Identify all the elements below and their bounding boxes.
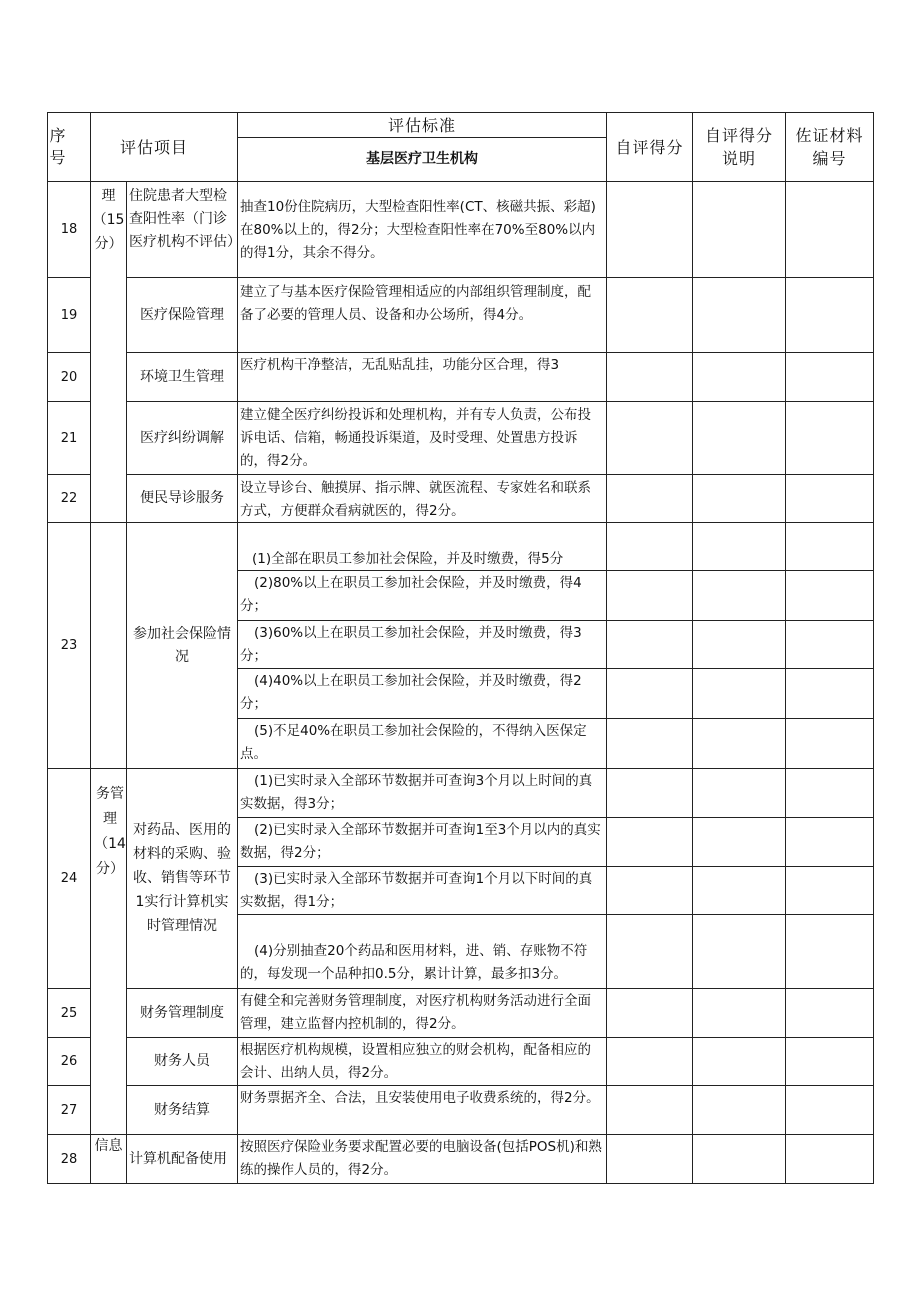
row-number: 26 [60,1054,78,1069]
row-subcriteria: (2)已实时录入全部环节数据并可查询1至3个月以内的真实数据，得2分； [240,822,601,861]
row-number: 25 [60,1005,78,1021]
row-item: 环境卫生管理 [140,368,224,385]
row-subcriteria: (3)已实时录入全部环节数据并可查询1个月以下时间的真实数据，得1分； [240,871,593,910]
header-institution: 基层医疗卫生机构 [366,151,478,167]
row-number: 28 [60,1151,78,1167]
header-criteria: 评估标准 [387,115,456,135]
row-criteria: 按照医疗保险业务要求配置必要的电脑设备(包括POS机)和熟练的操作人员的，得2分。 [240,1139,602,1178]
row-criteria: 建立健全医疗纠纷投诉和处理机构，并有专人负责，公布投诉电话、信箱，畅通投诉渠道，及时受理、处置患方投诉的，得2分。 [240,407,591,469]
row-criteria: 建立了与基本医疗保险管理相适应的内部组织管理制度，配备了必要的管理人员、设备和办公场所，得4分。 [240,284,591,323]
row-criteria: 财务票据齐全、合法，且安装使用电子收费系统的，得2分。 [240,1090,600,1106]
row-number: 22 [60,491,78,506]
row-subcriteria: (3)60%以上在职员工参加社会保险，并及时缴费，得3分； [240,625,582,664]
row-item: 医疗纠纷调解 [140,429,224,446]
table-border-right [873,112,874,1184]
category-label-2: 务管理（14分） [94,786,126,877]
header-self-score: 自评得分 [615,137,684,157]
row-number: 19 [60,307,78,323]
row-subcriteria: (4)分别抽查20个药品和医用材料，进、销、存账物不符的，每发现一个品种扣0.5分，累计计算，最多扣3分。 [240,943,588,982]
row-item: 对药品、医用的材料的采购、验收、销售等环节1实行计算机实时管理情况 [133,822,231,934]
row-subcriteria: (2)80%以上在职员工参加社会保险，并及时缴费，得4分； [240,575,582,614]
row-criteria: 抽查10份住院病历，大型检查阳性率(CT、核磁共振、彩超)在80%以上的，得2分；大型检查阳性率在70%至80%以内的得1分，其余不得分。 [240,199,596,261]
header-self-score-note: 自评得分说明 [704,126,773,168]
row-number: 23 [60,638,78,653]
row-number: 27 [60,1102,78,1118]
row-item: 财务结算 [154,1101,210,1118]
header-item: 评估项目 [119,137,188,157]
row-item: 医疗保险管理 [140,306,224,323]
row-item: 财务管理制度 [140,1004,224,1021]
category-label-1: 理（15分） [92,188,125,252]
row-number: 21 [60,430,78,446]
header-bottom-line [47,181,874,182]
row-criteria: 医疗机构干净整洁，无乱贴乱挂，功能分区合理，得3 [240,357,560,373]
row-item: 住院患者大型检查阳性率（门诊医疗机构不评估） [129,188,241,250]
row-number: 24 [60,871,78,886]
row-number: 18 [60,222,78,237]
table-border-bottom [47,1183,874,1184]
row-item: 计算机配备使用 [129,1150,227,1167]
row-item: 财务人员 [154,1053,210,1069]
row-number: 20 [60,369,78,385]
header-seq: 序号 [49,126,67,167]
row-subcriteria: (1)已实时录入全部环节数据并可查询3个月以上时间的真实数据，得3分； [240,773,593,812]
header-evidence: 佐证材料编号 [795,126,864,168]
category-label-3: 信息 [94,1138,123,1154]
row-criteria: 设立导诊台、触摸屏、指示牌、就医流程、专家姓名和联系方式，方便群众看病就医的，得2分。 [240,480,591,519]
row-criteria: 有健全和完善财务管理制度，对医疗机构财务活动进行全面管理，建立监督内控机制的，得2分。 [240,993,591,1032]
row-subcriteria: (5)不足40%在职员工参加社会保险的，不得纳入医保定点。 [240,723,587,762]
row-subcriteria: (4)40%以上在职员工参加社会保险，并及时缴费，得2分； [240,673,582,712]
row-criteria: 根据医疗机构规模，设置相应独立的财会机构，配备相应的会计、出纳人员，得2分。 [240,1042,591,1081]
row-item: 参加社会保险情况 [133,625,231,665]
row-item: 便民导诊服务 [140,490,224,506]
row-subcriteria: (1)全部在职员工参加社会保险，并及时缴费，得5分 [252,551,564,567]
